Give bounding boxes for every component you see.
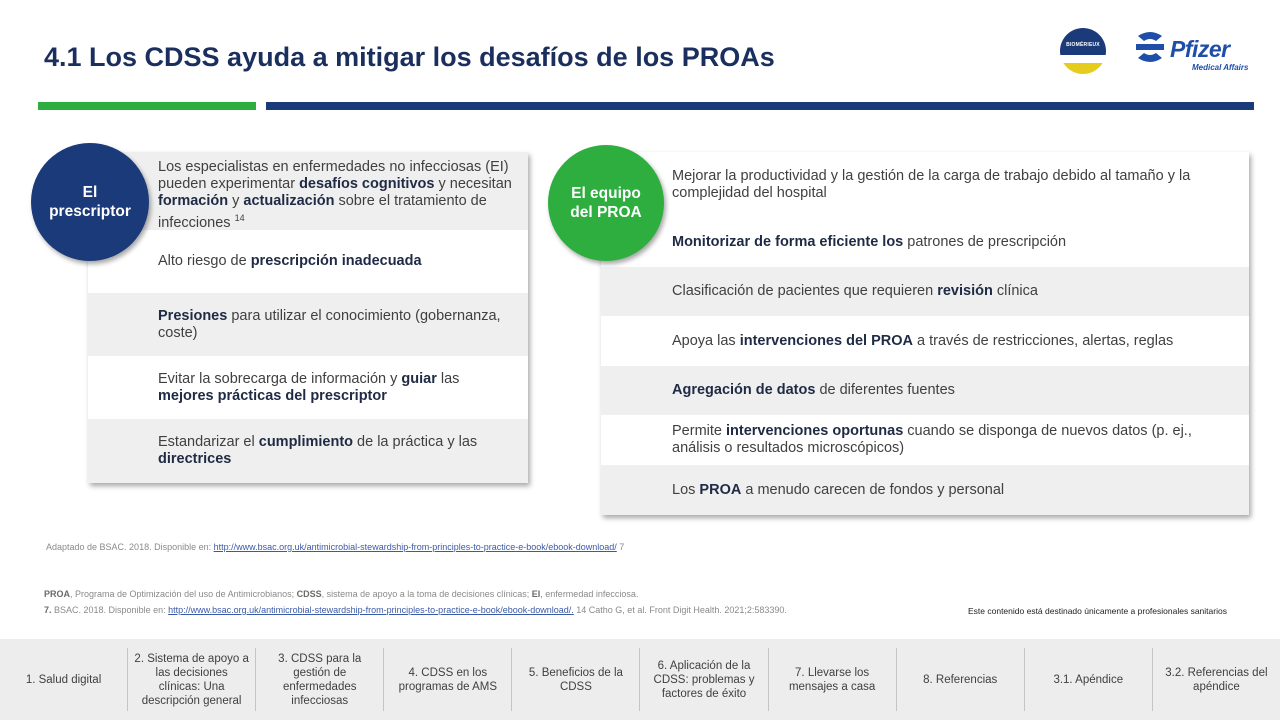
nav-item-apendice[interactable]: 3.1. Apéndice bbox=[1025, 648, 1153, 711]
pfizer-logo-name: Pfizer bbox=[1170, 36, 1230, 62]
nav-item-referencias-apendice[interactable]: 3.2. Referencias del apéndice bbox=[1165, 666, 1268, 693]
pfizer-logo-subtitle: Medical Affairs bbox=[1192, 63, 1249, 72]
abbreviations-note: PROA, Programa de Optimización del uso de Antimicrobianos; CDSS, sistema de apoyo a la toma de decisiones clínicas; EI, enfermedad infecciosa. bbox=[44, 589, 639, 599]
nav-item-mensajes[interactable]: 7. Llevarse los mensajes a casa bbox=[769, 648, 897, 711]
list-item: Presiones para utilizar el conocimiento (gobernanza, coste) bbox=[88, 293, 528, 356]
proa-team-circle: El equipo del PROA bbox=[548, 145, 664, 261]
references-note: 7. BSAC. 2018. Disponible en: http://www.bsac.org.uk/antimicrobial-stewardship-from-principles-to-practice-e-book/ebook-download/. 14 Catho G, et al. Front Digit Health. 2021;2:583390. bbox=[44, 605, 787, 615]
list-item: Los PROA a menudo carecen de fondos y personal bbox=[601, 465, 1249, 515]
nav-item-cdss-ams[interactable]: 4. CDSS en los programas de AMS bbox=[384, 648, 512, 711]
nav-item-aplicacion[interactable]: 6. Aplicación de la CDSS: problemas y factores de éxito bbox=[640, 648, 768, 711]
section-navigation bbox=[0, 639, 1280, 720]
list-item: Evitar la sobrecarga de información y guiar las mejores prácticas del prescriptor bbox=[158, 370, 460, 404]
proa-team-panel bbox=[601, 152, 1249, 515]
header-divider-green bbox=[38, 102, 256, 110]
nav-item-cdss-gestion[interactable]: 3. CDSS para la gestión de enfermedades infecciosas bbox=[256, 648, 384, 711]
source-note: Adaptado de BSAC. 2018. Disponible en: http://www.bsac.org.uk/antimicrobial-stewardship-from-principles-to-practice-e-book/ebook-download/ 7 bbox=[46, 542, 625, 552]
list-item: Alto riesgo de prescripción inadecuada bbox=[158, 253, 422, 269]
page-title: 4.1 Los CDSS ayuda a mitigar los desafíos de los PROAs bbox=[44, 42, 775, 72]
list-item: Apoya las intervenciones del PROA a través de restricciones, alertas, reglas bbox=[672, 332, 1174, 349]
pfizer-mark-icon bbox=[1132, 30, 1168, 64]
hcp-notice: Este contenido está destinado únicamente a profesionales sanitarios bbox=[968, 606, 1227, 616]
biomerieux-logo-text: BIOMÉRIEUX bbox=[1066, 42, 1100, 48]
nav-item-salud-digital[interactable]: 1. Salud digital bbox=[0, 648, 128, 711]
biomerieux-logo bbox=[1060, 28, 1106, 74]
list-item: Agregación de datos de diferentes fuentes bbox=[601, 366, 1249, 415]
nav-item-beneficios[interactable]: 5. Beneficios de la CDSS bbox=[512, 648, 640, 711]
list-item: Los especialistas en enfermedades no infecciosas (EI) pueden experimentar desafíos cognitivos y necesitan formación y actualización sobre el tratamiento de infecciones $^{14}$ bbox=[88, 152, 528, 230]
list-item: Permite intervenciones oportunas cuando se disponga de nuevos datos (p. ej., análisis o resultados microscópicos) bbox=[672, 423, 1192, 456]
nav-item-referencias[interactable]: 8. Referencias bbox=[897, 648, 1025, 711]
pfizer-logo bbox=[1132, 30, 1252, 74]
header-divider-navy bbox=[266, 102, 1254, 110]
list-item: Mejorar la productividad y la gestión de la carga de trabajo debido al tamaño y la complejidad del hospital bbox=[672, 167, 1191, 201]
list-item: Clasificación de pacientes que requieren revisión clínica bbox=[601, 267, 1249, 316]
prescriber-circle: El prescriptor bbox=[31, 143, 149, 261]
list-item: Estandarizar el cumplimiento de la práctica y las directrices bbox=[88, 419, 528, 483]
list-item: Monitorizar de forma eficiente los patrones de prescripción bbox=[672, 233, 1067, 250]
prescriber-challenges-panel bbox=[88, 152, 528, 483]
nav-item-sistema-apoyo[interactable]: 2. Sistema de apoyo a las decisiones clínicas: Una descripción general bbox=[128, 648, 256, 711]
source-link[interactable]: http://www.bsac.org.uk/antimicrobial-stewardship-from-principles-to-practice-e-book/ebook-download/ bbox=[213, 542, 617, 552]
reference-link[interactable]: http://www.bsac.org.uk/antimicrobial-stewardship-from-principles-to-practice-e-book/ebook-download/. bbox=[168, 605, 574, 615]
